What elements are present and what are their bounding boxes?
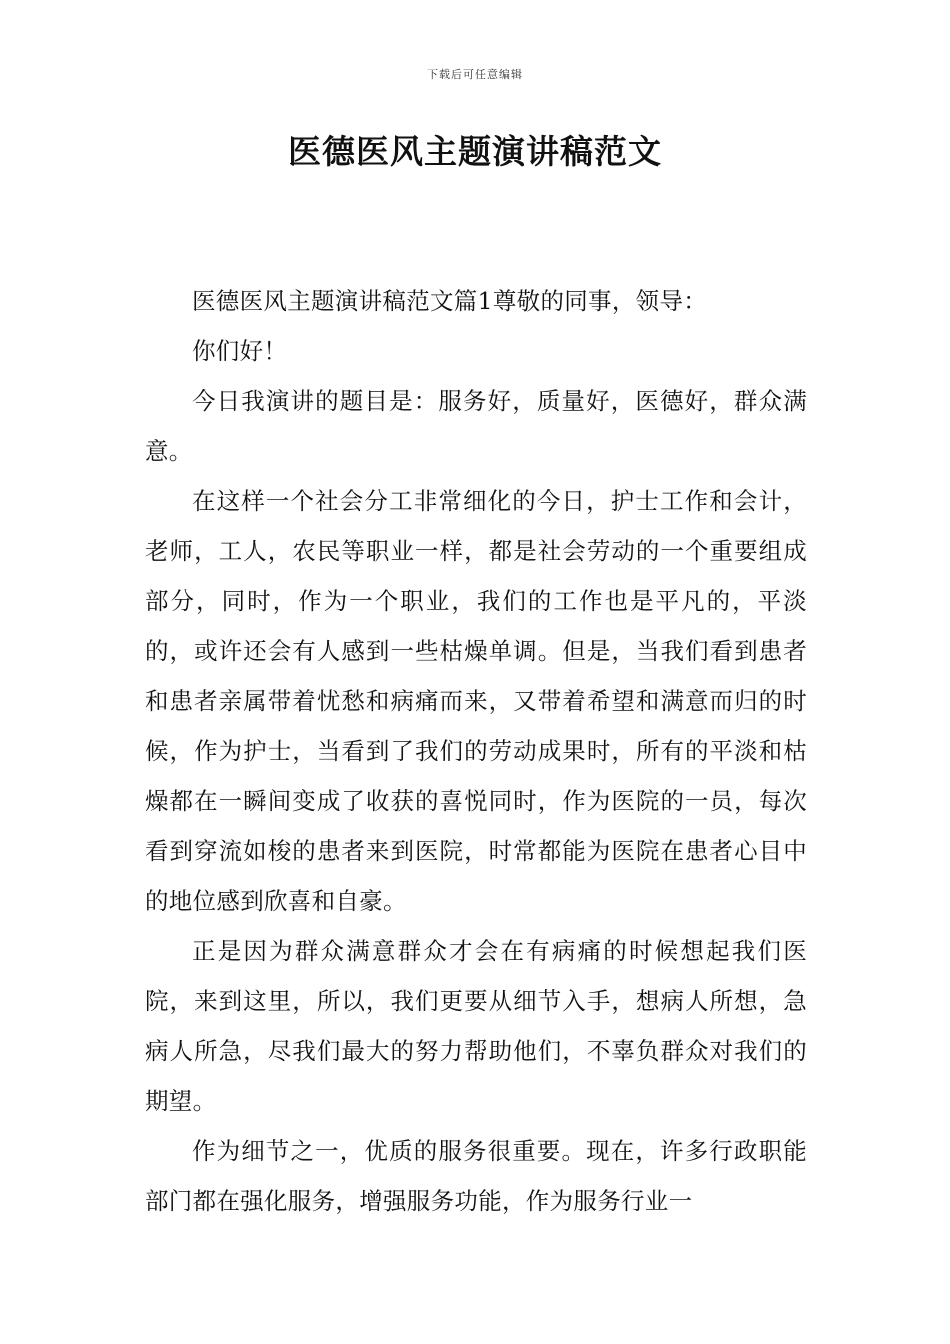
header-note: 下载后可任意编辑 xyxy=(427,68,523,81)
paragraph-body: 作为细节之一，优质的服务很重要。现在，许多行政职能部门都在强化服务，增强服务功能，作为服务行业一 xyxy=(145,1137,807,1215)
paragraph-topic: 今日我演讲的题目是：服务好，质量好，医德好，群众满意。 xyxy=(145,387,807,465)
paragraph-salutation: 医德医风主题演讲稿范文篇1尊敬的同事，领导： xyxy=(192,287,708,315)
paragraph-greeting: 你们好！ xyxy=(192,337,288,365)
paragraph-body: 正是因为群众满意群众才会在有病痛的时候想起我们医院，来到这里，所以，我们更要从细节入手，想病人所想，急病人所急，尽我们最大的努力帮助他们，不辜负群众对我们的期望。 xyxy=(145,937,807,1115)
document-body xyxy=(145,276,807,1226)
document-title: 医德医风主题演讲稿范文 xyxy=(288,132,662,171)
paragraph-body: 在这样一个社会分工非常细化的今日，护士工作和会计，老师，工人，农民等职业一样，都是社会劳动的一个重要组成部分，同时，作为一个职业，我们的工作也是平凡的，平淡的，或许还会有人感到一些枯燥单调。但是，当我们看到患者和患者亲属带着忧愁和病痛而来，又带着希望和满意而归的时候，作为护士，当看到了我们的劳动成果时，所有的平淡和枯燥都在一瞬间变成了收获的喜悦同时，作为医院的一员，每次看到穿流如梭的患者来到医院，时常都能为医院在患者心目中的地位感到欣喜和自豪。 xyxy=(145,487,807,915)
